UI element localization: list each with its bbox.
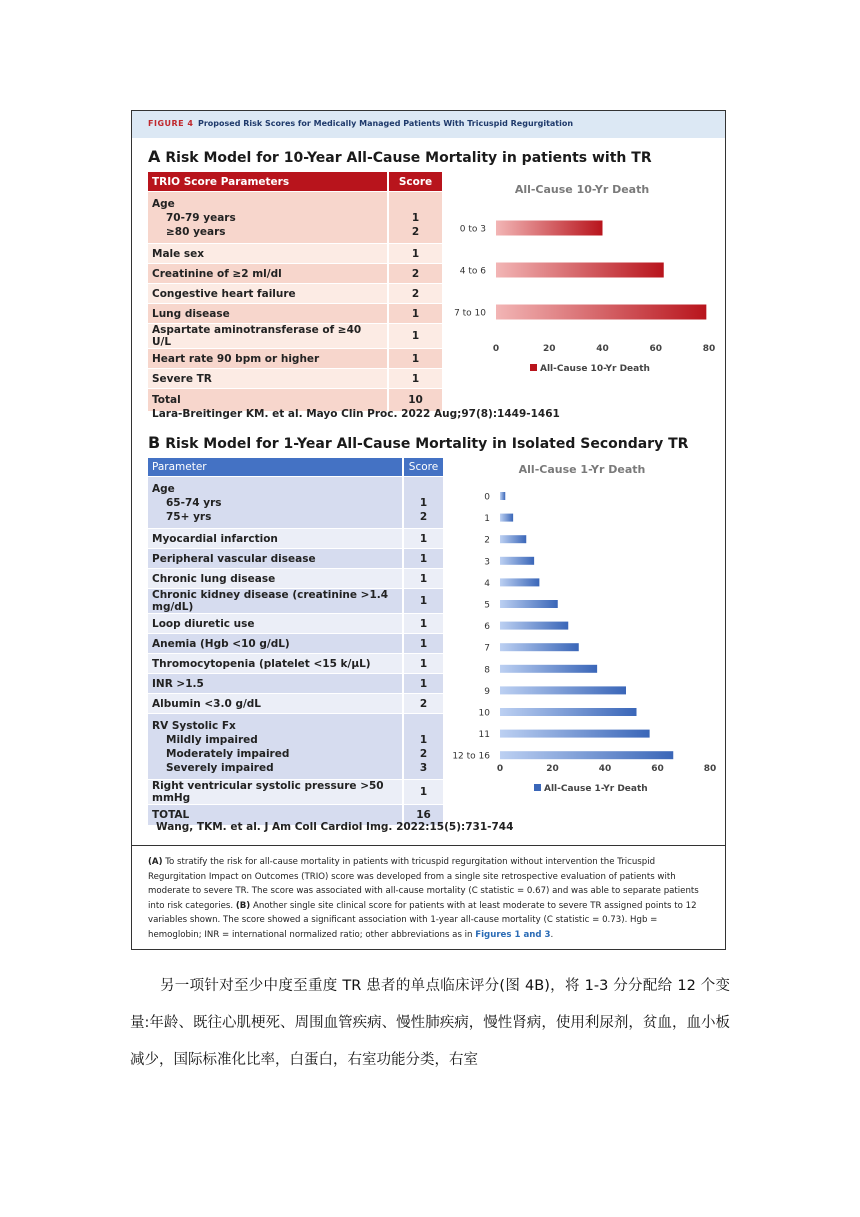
table-row [148,529,443,549]
panel-a-title-text: Risk Model for 10-Year All-Cause Mortality in patients with TR [165,150,652,166]
bar [500,492,505,500]
panel-a-title [148,147,652,166]
param-cell [148,192,388,244]
param-sublabel: Severely impaired [166,761,274,774]
category-label: 3 [484,557,490,568]
score-cell: 1 [403,780,443,805]
table-row [148,349,442,369]
category-label: 6 [484,622,490,633]
x-tick-label: 20 [542,344,556,354]
param-cell: Creatinine of ≥2 ml/dl [148,264,388,284]
param-label: Age [152,197,175,210]
legend-label: All-Cause 10-Yr Death [540,364,650,374]
table-row [148,284,442,304]
category-label: 8 [484,665,490,676]
panel-a-table [148,171,442,411]
score-cell: 1 [403,549,443,569]
table-row [148,674,443,694]
score-value: 2 [419,510,428,523]
score-cell [403,477,443,529]
score-cell: 1 [403,589,443,614]
category-label: 4 [484,578,490,589]
caption-a-text: To stratify the risk for all-cause mortality in patients with tricuspid regurgitation without intervention the Tricuspid Regurgitation Impact on Outcomes (TRIO) score was developed from a single site retrospective evaluation of patients with moderate to severe TR. The score was associated with all-cause mortality (C statistic = 0.67) and was able to separate patients into risk categories. [148,857,699,911]
bar [500,665,597,673]
score-cell: 1 [403,654,443,674]
score-cell [388,192,442,244]
category-label: 1 [484,514,490,525]
header-parameter: Parameter [148,458,403,477]
score-cell: 16 [403,805,443,825]
bar [500,535,526,543]
figure [131,110,726,950]
score-cell: 1 [388,369,442,389]
score-value: 2 [411,225,420,238]
table-row [148,780,443,805]
caption-a-tag: (A) [148,857,163,867]
score-cell: 2 [388,264,442,284]
param-cell: Loop diuretic use [148,614,403,634]
category-label: 4 to 6 [459,266,486,277]
param-cell: Peripheral vascular disease [148,549,403,569]
param-cell: Myocardial infarction [148,529,403,549]
param-cell: Lung disease [148,304,388,324]
legend-label: All-Cause 1-Yr Death [544,784,648,794]
table-row [148,549,443,569]
table-row [148,324,442,349]
param-label: Age [152,482,175,495]
table-row [148,569,443,589]
x-tick-label: 80 [703,764,717,774]
param-sublabel: ≥80 years [166,225,226,238]
score-cell: 1 [403,614,443,634]
table-row [148,714,443,780]
score-cell: 1 [403,529,443,549]
x-tick-label: 0 [496,764,504,774]
bar [500,578,539,586]
score-value: 1 [419,496,428,509]
table-row [148,634,443,654]
bar [496,263,664,278]
table-row [148,369,442,389]
header-score: Score [403,458,443,477]
x-tick-label: 40 [596,344,609,354]
category-label: 0 to 3 [459,224,486,235]
figure-label: FIGURE 4 [148,119,194,128]
bar [496,221,603,236]
param-cell [148,714,403,780]
score-cell: 10 [388,389,442,411]
chart-a [444,171,719,381]
x-tick-label: 40 [598,764,612,774]
score-cell [403,714,443,780]
table-row [148,264,442,284]
header-score: Score [388,172,442,192]
score-cell: 1 [388,304,442,324]
chart-title: All-Cause 10-Yr Death [514,183,650,196]
caption-b-text: Another single site clinical score for patients with at least moderate to severe TR assigned points to 12 variables shown. The score showed a significant association with 1-year all-cause mortality (C statistic = 0.73). Hgb = hemoglobin; INR = international normalized ratio; other abbreviations as in [148,900,697,940]
score-cell: 1 [388,349,442,369]
score-cell: 1 [403,634,443,654]
score-cell: 2 [388,284,442,304]
param-cell: Chronic kidney disease (creatinine >1.4 mg/dL) [148,589,403,614]
param-cell: Male sex [148,244,388,264]
table-row [148,244,442,264]
category-label: 2 [484,535,490,546]
bar [500,622,568,630]
table-header-row [148,458,443,477]
table-row [148,654,443,674]
category-label: 11 [478,730,490,741]
table-row [148,694,443,714]
legend-swatch [530,364,537,371]
table-row [148,614,443,634]
bar [500,730,650,738]
bar [500,557,534,565]
param-cell: Thromocytopenia (platelet <15 k/μL) [148,654,403,674]
bar [496,305,706,320]
score-value: 3 [419,761,428,774]
bar [500,514,513,522]
caption-end: . [550,929,554,940]
param-cell: INR >1.5 [148,674,403,694]
param-cell: Aspartate aminotransferase of ≥40 U/L [148,324,388,349]
body-paragraph: 另一项针对至少中度至重度 TR 患者的单点临床评分(图 4B)，将 1-3 分分配给 12 个变量:年龄、既往心肌梗死、周围血管疾病、慢性肺疾病，慢性肾病，使用利尿剂，贫血，血小板减少，国际标准化比率，白蛋白，右室功能分类，右室 [130,978,730,1068]
score-cell: 1 [403,569,443,589]
table-row [148,304,442,324]
panel-a-citation: Lara-Breitinger KM. et al. Mayo Clin Proc. 2022 Aug;97(8):1449-1461 [152,408,560,420]
bar [500,751,673,759]
x-tick-label: 60 [649,344,663,354]
bar [500,708,637,716]
param-cell: TOTAL [148,805,403,825]
score-cell: 2 [403,694,443,714]
panel-b-letter: B [148,433,161,452]
param-cell: Congestive heart failure [148,284,388,304]
param-cell: Heart rate 90 bpm or higher [148,349,388,369]
table-row [148,589,443,614]
bar [500,686,626,694]
param-cell: Chronic lung disease [148,569,403,589]
figures-link[interactable]: Figures 1 and 3 [475,929,551,940]
param-sublabel: 65-74 yrs [166,496,222,509]
x-tick-label: 80 [702,344,716,354]
score-cell: 1 [388,244,442,264]
category-label: 7 [484,643,490,654]
param-sublabel: 75+ yrs [166,510,212,523]
x-tick-label: 20 [546,764,559,774]
score-value: 1 [411,211,420,224]
bar [500,600,558,608]
param-cell: Right ventricular systolic pressure >50 mmHg [148,780,403,805]
category-label: 10 [478,708,490,719]
param-cell: Albumin <3.0 g/dL [148,694,403,714]
param-cell [148,477,403,529]
x-tick-label: 60 [651,764,664,774]
param-sublabel: Mildly impaired [166,733,258,746]
x-tick-label: 0 [492,344,500,354]
chart-b [444,457,719,817]
figure-header [132,111,725,138]
panel-a-letter: A [148,147,161,166]
body-text [130,968,730,1079]
bar [500,643,579,651]
category-label: 12 to 16 [452,751,490,762]
category-label: 9 [484,686,490,697]
param-cell: Total [148,389,388,411]
legend-swatch [534,784,541,791]
caption-b-tag: (B) [235,900,251,911]
param-cell: Anemia (Hgb <10 g/dL) [148,634,403,654]
category-label: 5 [484,600,490,611]
chart-title: All-Cause 1-Yr Death [518,463,646,476]
panel-b-table [148,457,443,825]
category-label: 0 [484,492,490,503]
param-label: RV Systolic Fx [152,719,236,732]
figure-legend-text [132,845,725,949]
table-row [148,477,443,529]
param-cell: Severe TR [148,369,388,389]
score-cell: 1 [403,674,443,694]
score-value: 2 [419,747,428,760]
panel-b-title-text: Risk Model for 1-Year All-Cause Mortality in Isolated Secondary TR [165,436,689,452]
table-row [148,192,442,244]
param-sublabel: Moderately impaired [166,747,290,760]
score-cell: 1 [388,324,442,349]
table-header-row [148,172,442,192]
panel-b-title [148,433,688,452]
panel-b-citation: Wang, TKM. et al. J Am Coll Cardiol Img. 2022:15(5):731-744 [156,821,514,833]
category-label: 7 to 10 [454,308,486,319]
header-parameter: TRIO Score Parameters [148,172,388,192]
figure-caption-title: Proposed Risk Scores for Medically Managed Patients With Tricuspid Regurgitation [198,119,574,128]
param-sublabel: 70-79 years [166,211,236,224]
score-value: 1 [419,733,428,746]
